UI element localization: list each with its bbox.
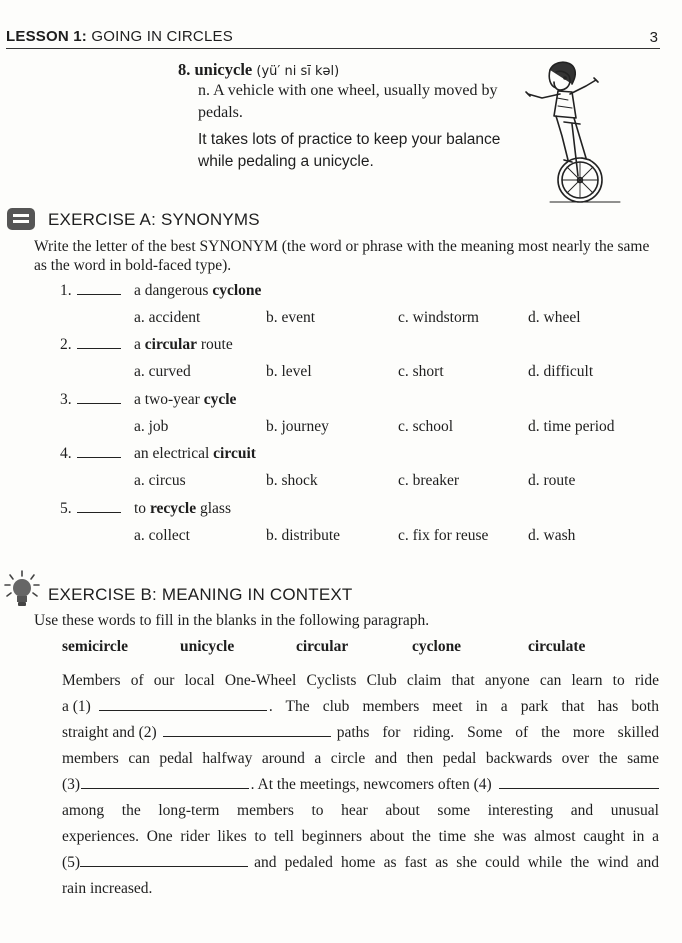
option-d: d. wheel	[528, 309, 581, 326]
option-b: b. event	[266, 309, 316, 326]
word-bank-item: unicycle	[180, 638, 235, 655]
fill-blank-5[interactable]	[80, 854, 248, 867]
word-bank-item: circular	[296, 638, 349, 655]
option-c: c. short	[398, 363, 444, 380]
paragraph-word: One-Wheel	[224, 672, 297, 689]
lesson-header	[6, 28, 233, 45]
entry-headword	[178, 60, 339, 80]
lesson-label: LESSON 1:	[6, 28, 87, 45]
word-bank-item: circulate	[528, 638, 586, 655]
paragraph-word: the	[121, 802, 141, 819]
paragraph-line: experiences. One rider likes to tell beginners about the time she was almost caught in a	[62, 828, 659, 845]
context-paragraph	[62, 672, 659, 902]
question-prompt: a circular route	[134, 336, 233, 353]
paragraph-word: members	[237, 802, 294, 819]
fill-blank-2[interactable]	[163, 724, 331, 737]
paragraph-line	[62, 802, 659, 824]
fill-blank-3[interactable]	[81, 776, 249, 789]
entry-example: It takes lots of practice to keep your balance while pedaling a unicycle.	[198, 131, 501, 170]
option-b: b. journey	[266, 418, 329, 435]
answer-blank[interactable]	[77, 392, 121, 404]
paragraph-word: to	[311, 802, 324, 819]
paragraph-line: members can pedal halfway around a circle and then pedal backwards over the same	[62, 750, 659, 767]
paragraph-word: local	[184, 672, 215, 689]
paragraph-line: rain increased.	[62, 880, 153, 897]
word-bank-item: cyclone	[412, 638, 462, 655]
paragraph-line: a (1) . The club members meet in a park that has both	[62, 698, 659, 715]
paragraph-word: some	[437, 802, 471, 819]
option-c: c. breaker	[398, 472, 460, 489]
option-a: a. job	[134, 418, 169, 435]
fill-blank-4[interactable]	[499, 776, 659, 789]
option-c: c. school	[398, 418, 454, 435]
option-d: d. route	[528, 472, 576, 489]
header-rule	[6, 48, 660, 49]
paragraph-word: claim	[406, 672, 442, 689]
paragraph-word: among	[62, 802, 105, 819]
paragraph-word: anyone	[484, 672, 530, 689]
answer-blank[interactable]	[77, 501, 121, 513]
question-prompt: to recycle glass	[134, 500, 231, 517]
option-c: c. windstorm	[398, 309, 479, 326]
paragraph-word: ride	[634, 672, 659, 689]
paragraph-word: Cyclists	[306, 672, 357, 689]
option-d: d. wash	[528, 527, 576, 544]
paragraph-word: our	[153, 672, 175, 689]
option-b: b. distribute	[266, 527, 341, 544]
option-a: a. curved	[134, 363, 191, 380]
paragraph-word: learn	[571, 672, 603, 689]
option-b: b. level	[266, 363, 312, 380]
paragraph-word: about	[385, 802, 420, 819]
unicycle-rider-illustration	[520, 58, 645, 206]
paragraph-line: (3) . At the meetings, newcomers often (4)	[62, 776, 659, 798]
exercise-b-instructions: Use these words to fill in the blanks in the following paragraph.	[34, 612, 430, 629]
option-a: a. collect	[134, 527, 190, 544]
fill-blank-1[interactable]	[99, 698, 267, 711]
answer-blank[interactable]	[77, 337, 121, 349]
paragraph-word: long-term	[158, 802, 220, 819]
exercise-a-title: EXERCISE A: SYNONYMS	[48, 210, 260, 229]
synonym-exercise-icon	[6, 205, 38, 233]
paragraph-word: can	[539, 672, 562, 689]
question-number: 4.	[60, 445, 121, 463]
lesson-title: GOING IN CIRCLES	[91, 28, 233, 45]
option-c: c. fix for reuse	[398, 527, 489, 544]
answer-blank[interactable]	[77, 446, 121, 458]
entry-number: 8.	[178, 60, 191, 79]
paragraph-word: hear	[341, 802, 368, 819]
paragraph-word: that	[451, 672, 475, 689]
word-bank-item: semicircle	[62, 638, 128, 655]
paragraph-word: of	[130, 672, 144, 689]
option-a: a. accident	[134, 309, 201, 326]
entry-definition: n. A vehicle with one wheel, usually moved by pedals.	[198, 82, 498, 121]
exercise-b-title: EXERCISE B: MEANING IN CONTEXT	[48, 585, 353, 604]
option-d: d. difficult	[528, 363, 594, 380]
paragraph-word: unusual	[610, 802, 659, 819]
entry-word: unicycle	[194, 60, 253, 79]
paragraph-word: to	[612, 672, 625, 689]
lightbulb-icon	[4, 570, 40, 610]
option-d: d. time period	[528, 418, 615, 435]
question-prompt: a two-year cycle	[134, 391, 237, 408]
entry-pronunciation: (yü′ ni sī kəl)	[256, 64, 340, 79]
paragraph-word: Members	[62, 672, 121, 689]
paragraph-word: and	[570, 802, 594, 819]
question-prompt: a dangerous cyclone	[134, 282, 262, 299]
paragraph-word: interesting	[487, 802, 554, 819]
answer-blank[interactable]	[77, 283, 121, 295]
question-number: 2.	[60, 336, 121, 354]
question-number: 5.	[60, 500, 121, 518]
paragraph-word: Club	[366, 672, 397, 689]
paragraph-line	[62, 672, 659, 694]
page-number: 3	[649, 29, 658, 46]
paragraph-line: straight and (2) paths for riding. Some of the more skilled	[62, 724, 659, 741]
question-number: 1.	[60, 282, 121, 300]
option-a: a. circus	[134, 472, 186, 489]
question-prompt: an electrical circuit	[134, 445, 256, 462]
question-number: 3.	[60, 391, 121, 409]
paragraph-line: (5) and pedaled home as fast as she could while the wind and	[62, 854, 659, 871]
option-b: b. shock	[266, 472, 318, 489]
exercise-a-instructions: Write the letter of the best SYNONYM (the word or phrase with the meaning most nearly the same as the word in bold-faced type).	[34, 238, 650, 274]
